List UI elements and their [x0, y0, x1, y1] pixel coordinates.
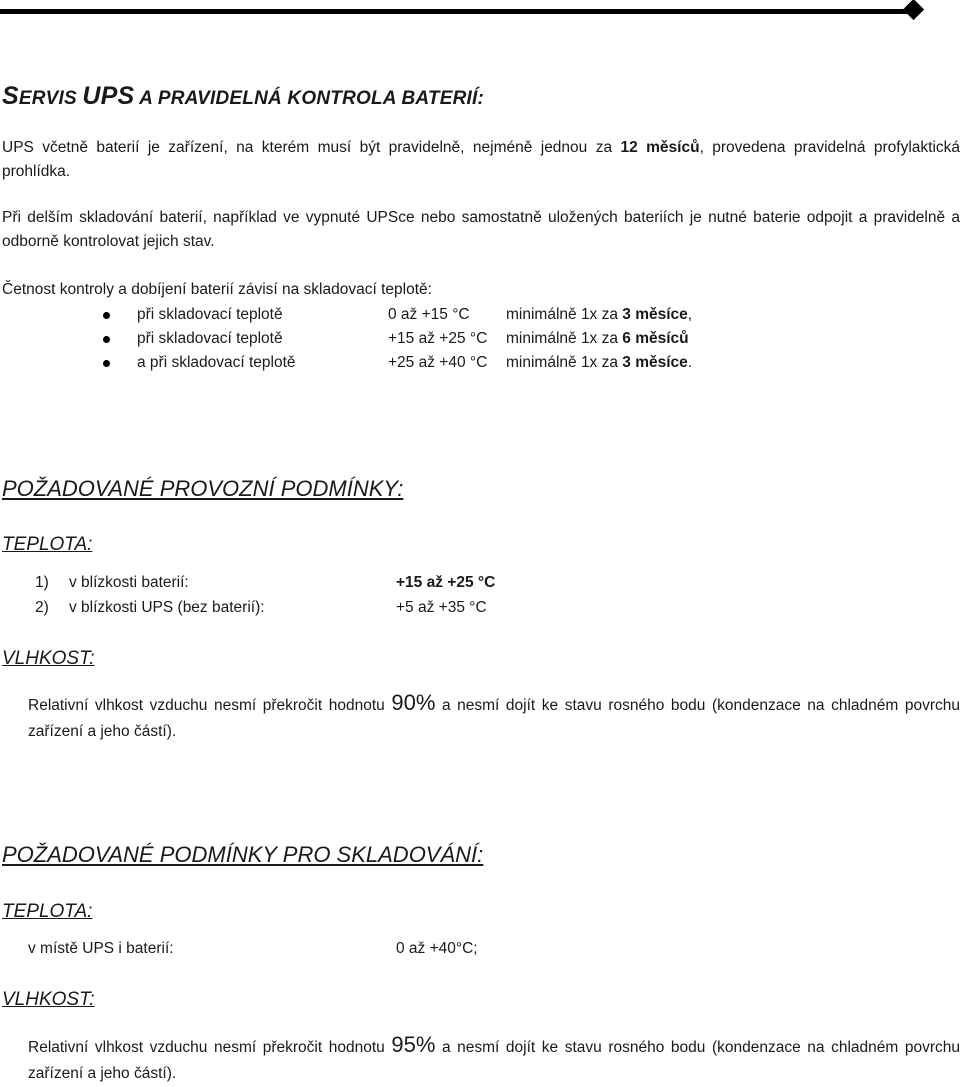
list-item: 1) v blízkosti baterií: +15 až +25 °C: [35, 574, 496, 591]
subheading-teplota: TEPLOTA:: [2, 534, 93, 555]
subheading-vlhkost: VLHKOST:: [2, 648, 95, 669]
top-rule: [0, 9, 912, 14]
paragraph-cetnost: Četnost kontroly a dobíjení baterií závisí na skladovací teplotě:: [2, 281, 432, 298]
list-item: v místě UPS i baterií: 0 až +40°C;: [28, 940, 478, 957]
paragraph-skladovani: Při delším skladování baterií, například ve vypnuté UPSce nebo samostatně uložených bateriích je nutné baterie odpojit a pravidelně a odborně kontrolovat jejich stav.: [2, 209, 960, 250]
paragraph-vlhkost-provoz: Relativní vlhkost vzduchu nesmí překročit hodnotu 90% a nesmí dojít ke stavu rosného bodu (kondenzace na chladném povrchu zařízení a jeho částí).: [28, 690, 960, 740]
list-item: 2) v blízkosti UPS (bez baterií): +5 až +35 °C: [35, 599, 487, 616]
list-item: při skladovací teplotě 0 až +15 °C minimálně 1x za 3 měsíce,: [0, 303, 960, 327]
paragraph-profylaxe: UPS včetně baterií je zařízení, na kterém musí být pravidelně, nejméně jednou za 12 měsíců, provedena pravidelná profylaktická prohlídka.: [2, 139, 960, 180]
subheading-vlhkost: VLHKOST:: [2, 989, 95, 1010]
section-title-servis: SERVIS UPS A PRAVIDELNÁ KONTROLA BATERIÍ:: [2, 82, 484, 110]
diamond-ornament-icon: [903, 0, 924, 20]
section-title-skladovani: POŽADOVANÉ PODMÍNKY PRO SKLADOVÁNÍ:: [2, 842, 484, 867]
bullet-icon: [103, 312, 110, 319]
subheading-teplota: TEPLOTA:: [2, 901, 93, 922]
paragraph-vlhkost-sklad: Relativní vlhkost vzduchu nesmí překročit hodnotu 95% a nesmí dojít ke stavu rosného bodu (kondenzace na chladném povrchu zařízení a jeho částí).: [28, 1032, 960, 1082]
list-item: a při skladovací teplotě +25 až +40 °C minimálně 1x za 3 měsíce.: [0, 351, 960, 375]
section-title-provozni: POŽADOVANÉ PROVOZNÍ PODMÍNKY:: [2, 476, 404, 501]
bullet-icon: [103, 360, 110, 367]
bullet-icon: [103, 336, 110, 343]
list-item: při skladovací teplotě +15 až +25 °C minimálně 1x za 6 měsíců: [0, 327, 960, 351]
